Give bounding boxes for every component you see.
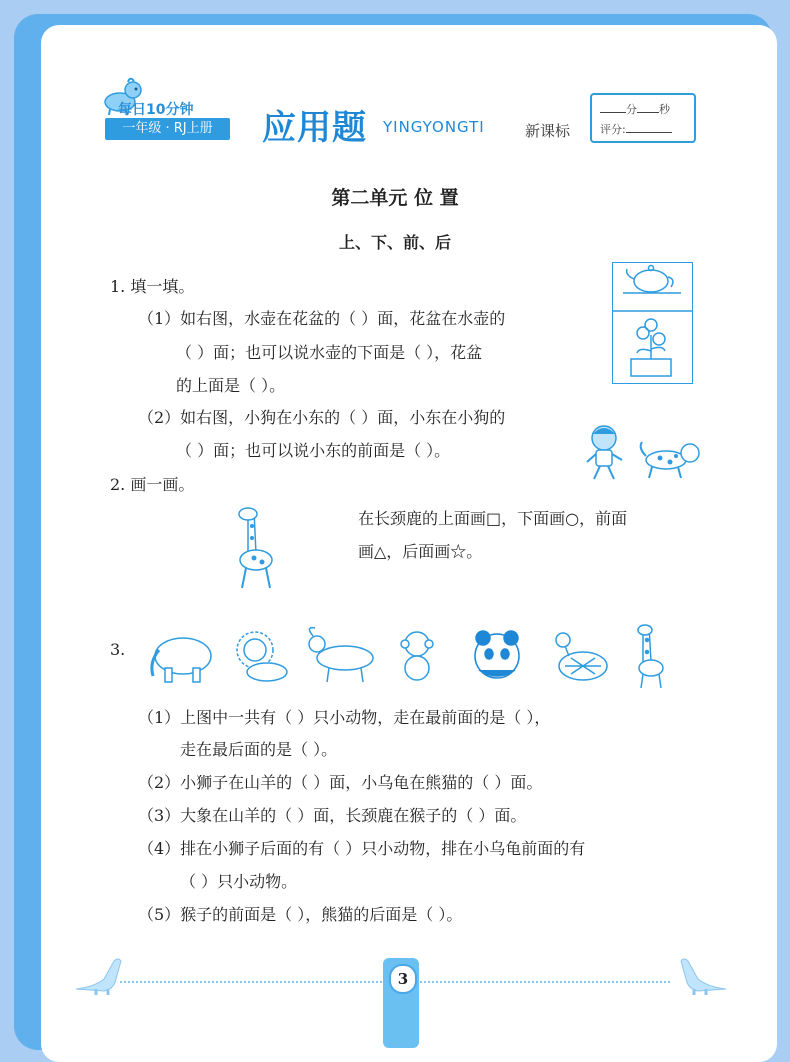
- question-2-line: 在长颈鹿的上面画□，下面画○，前面: [358, 509, 628, 528]
- flowerpot-icon: [631, 319, 671, 376]
- daily-10-minutes-label: 每日10分钟: [118, 102, 194, 118]
- grade-label: 一年级 · RJ上册: [105, 118, 230, 140]
- giraffe-icon: [638, 625, 663, 688]
- score-box: [590, 93, 696, 143]
- animal-row: [145, 622, 685, 692]
- dog-icon: [636, 438, 704, 480]
- dinosaur-icon: [672, 955, 728, 995]
- score-label: 评分:: [600, 123, 626, 136]
- elephant-icon: [152, 638, 211, 682]
- section-title: 上、下、前、后: [338, 233, 451, 252]
- page-number: 3: [389, 964, 417, 994]
- question-2-line: 画△，后面画☆。: [358, 542, 483, 561]
- header-pinyin: YINGYONGTI: [383, 118, 485, 136]
- question-3-line: （3）大象在山羊的（ ）面，长颈鹿在猴子的（ ）面。: [138, 806, 527, 825]
- question-3-label: 3.: [110, 640, 126, 659]
- new-standard-label: 新课标: [525, 122, 571, 140]
- panda-icon: [475, 631, 519, 678]
- seconds-label: 秒: [659, 103, 670, 116]
- boy-icon: [582, 424, 626, 484]
- question-1-line: 的上面是（ ）。: [176, 376, 286, 395]
- header-title: 应用题: [262, 108, 367, 148]
- question-3-line: 走在最后面的是（ ）。: [180, 740, 338, 759]
- dinosaur-icon: [74, 955, 130, 995]
- minutes-label: 分: [626, 103, 637, 116]
- question-1-label: 1. 填一填。: [110, 277, 195, 296]
- giraffe-icon: [226, 504, 288, 592]
- question-3-line: （4）排在小狮子后面的有（ ）只小动物，排在小乌龟前面的有: [138, 839, 586, 858]
- goat-icon: [309, 628, 373, 682]
- question-3-line: （ ）只小动物。: [180, 872, 298, 891]
- lion-icon: [237, 632, 287, 681]
- page-frame: [14, 14, 772, 1050]
- teapot-flowerpot-figure: [612, 262, 693, 384]
- unit-title: 第二单元 位 置: [331, 187, 459, 209]
- question-1-line: （2）如右图，小狗在小东的（ ）面，小东在小狗的: [138, 408, 506, 427]
- turtle-icon: [556, 633, 607, 680]
- question-3-line: （5）猴子的前面是（ ），熊猫的后面是（ ）。: [138, 905, 463, 924]
- question-1-line: （ ）面；也可以说小东的前面是（ ）。: [176, 441, 451, 460]
- question-2-label: 2. 画一画。: [110, 475, 195, 494]
- question-1-line: （1）如右图，水壶在花盆的（ ）面，花盆在水壶的: [138, 309, 506, 328]
- question-1-line: （ ）面；也可以说水壶的下面是（ ），花盆: [176, 343, 483, 362]
- question-3-line: （1）上图中一共有（ ）只小动物，走在最前面的是（ ），: [138, 708, 551, 727]
- question-3-line: （2）小狮子在山羊的（ ）面，小乌龟在熊猫的（ ）面。: [138, 773, 543, 792]
- monkey-icon: [401, 632, 433, 680]
- teapot-icon: [623, 266, 681, 294]
